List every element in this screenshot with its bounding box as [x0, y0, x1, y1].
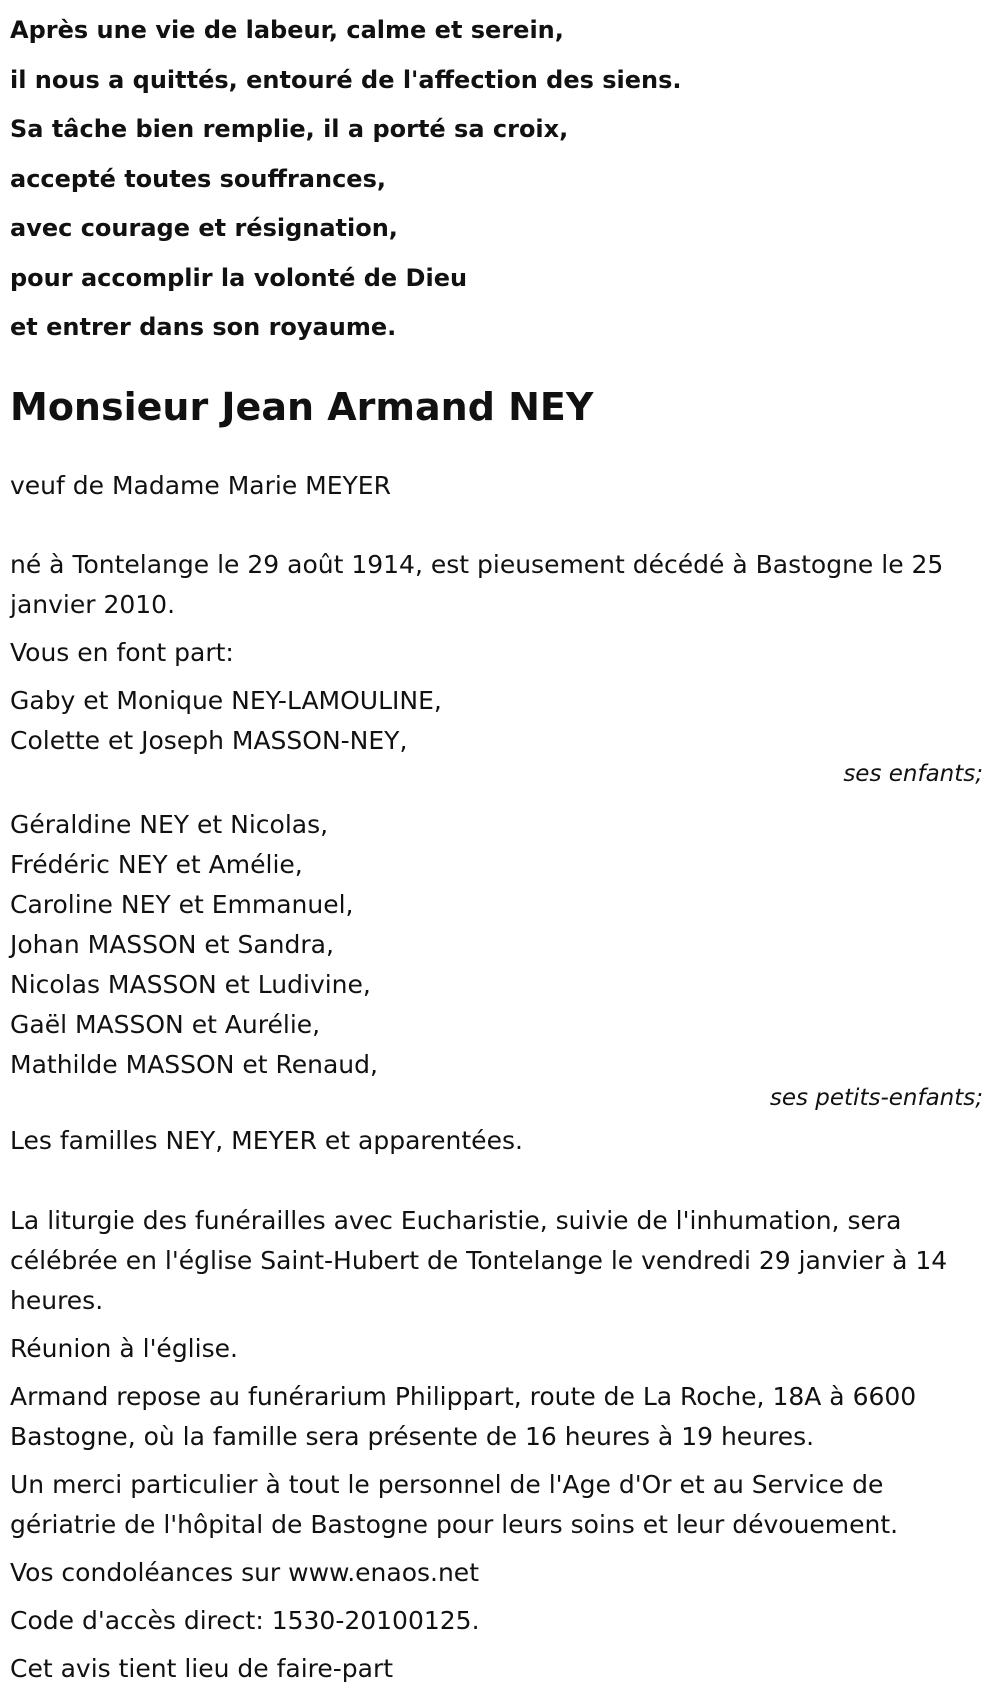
condolences-text: Vos condoléances sur www.enaos.net: [10, 1557, 479, 1587]
poem-line: et entrer dans son royaume.: [10, 313, 397, 341]
announce-intro: Vous en font part:: [10, 637, 234, 667]
funerarium-text: Armand repose au funérarium Philippart, route de La Roche, 18A à 6600 Bastogne, où la famille sera présente de 16 heures à 19 heures.: [10, 1381, 917, 1451]
grandchildren-label: ses petits-enfants;: [769, 1084, 983, 1111]
poem-line: il nous a quittés, entouré de l'affection des siens.: [10, 65, 682, 94]
child-name: Gaby et Monique NEY-LAMOULINE,: [10, 685, 442, 715]
grandchild-name: Mathilde MASSON et Renaud,: [10, 1049, 378, 1079]
poem-line: avec courage et résignation,: [10, 214, 398, 242]
poem-line: Sa tâche bien remplie, il a porté sa croix,: [10, 115, 569, 143]
grandchild-name: Frédéric NEY et Amélie,: [10, 849, 303, 879]
poem-line: Après une vie de labeur, calme et serein,: [10, 16, 564, 44]
obituary-notice: [10, 0, 985, 1689]
notice-text: Cet avis tient lieu de faire-part: [10, 1653, 394, 1683]
widower-of: veuf de Madame Marie MEYER: [10, 470, 391, 500]
grandchildren-group: [10, 805, 985, 1111]
grandchild-name: Gaël MASSON et Aurélie,: [10, 1009, 321, 1039]
liturgy-text: La liturgie des funérailles avec Eucharistie, suivie de l'inhumation, sera célébrée en l'église Saint-Hubert de Tontelange le vendredi 29 janvier à 14 heures.: [10, 1205, 948, 1315]
poem: [10, 0, 985, 353]
access-code-text: Code d'accès direct: 1530-20100125.: [10, 1605, 480, 1635]
children-group: [10, 681, 985, 787]
grandchild-name: Johan MASSON et Sandra,: [10, 929, 334, 959]
birth-death-text: né à Tontelange le 29 août 1914, est pieusement décédé à Bastogne le 25 janvier 2010.: [10, 549, 944, 619]
grandchild-name: Géraldine NEY et Nicolas,: [10, 809, 329, 839]
poem-line: accepté toutes souffrances,: [10, 164, 386, 193]
children-label: ses enfants;: [843, 760, 983, 787]
meeting-text: Réunion à l'église.: [10, 1333, 238, 1363]
child-name: Colette et Joseph MASSON-NEY,: [10, 725, 408, 755]
poem-line: pour accomplir la volonté de Dieu: [10, 263, 468, 292]
grandchild-name: Caroline NEY et Emmanuel,: [10, 889, 354, 919]
deceased-name: Monsieur Jean Armand NEY: [10, 384, 594, 429]
grandchild-name: Nicolas MASSON et Ludivine,: [10, 969, 371, 999]
thanks-text: Un merci particulier à tout le personnel de l'Age d'Or et au Service de gériatrie de l'hôpital de Bastogne pour leurs soins et leur dévouement.: [10, 1469, 899, 1539]
families-text: Les familles NEY, MEYER et apparentées.: [10, 1125, 523, 1155]
